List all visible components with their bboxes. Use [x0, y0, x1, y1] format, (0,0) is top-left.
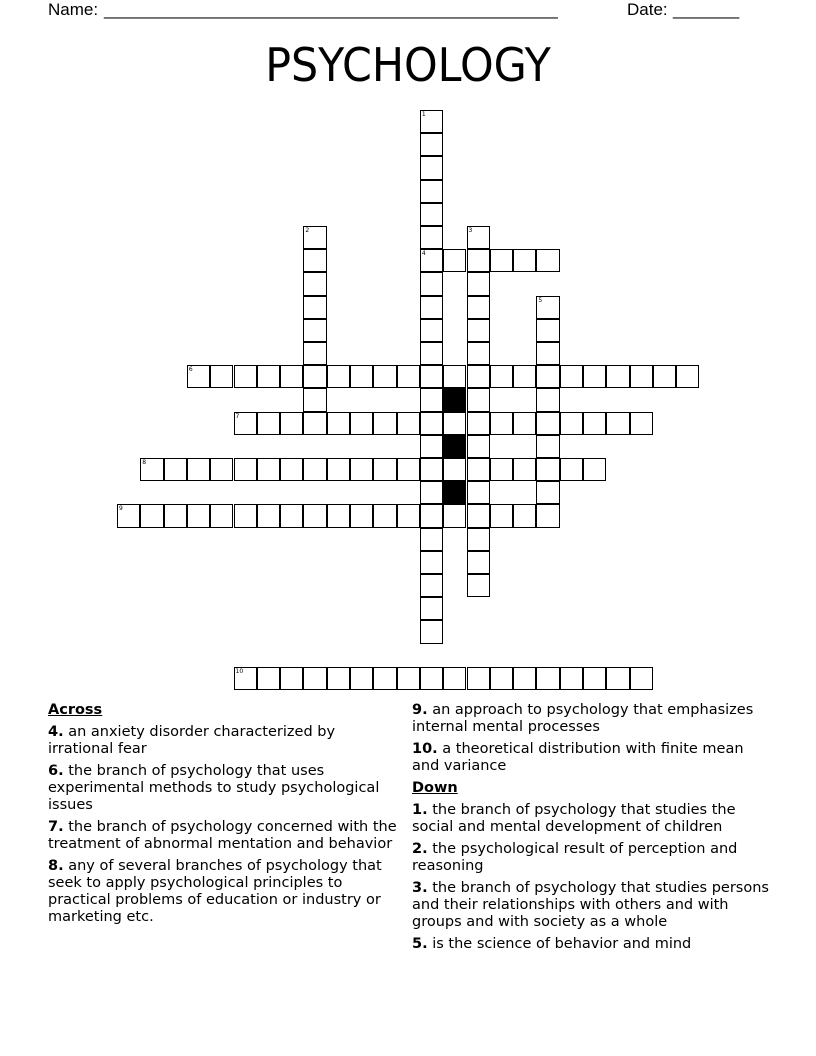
grid-cell[interactable]	[467, 365, 490, 388]
clue-number: 9	[119, 505, 123, 513]
grid-cell[interactable]	[513, 365, 536, 388]
clue-number: 8	[142, 459, 147, 466]
clues-column-right	[412, 702, 772, 958]
clue-across-4: 4. an anxiety disorder characterized by irrational fear	[48, 724, 336, 757]
grid-cell[interactable]	[187, 365, 210, 388]
clue-down-2: 2. the psychological result of perception and reasoning	[412, 841, 738, 874]
clue-number: 6	[188, 366, 193, 374]
grid-cell[interactable]	[536, 296, 559, 319]
black-cell	[443, 435, 466, 458]
grid-cell[interactable]	[560, 412, 583, 435]
grid-cell[interactable]	[536, 249, 559, 272]
grid-cell[interactable]	[467, 296, 490, 319]
grid-cell[interactable]	[327, 504, 350, 527]
grid-cell[interactable]	[443, 365, 466, 388]
grid-cell[interactable]	[536, 458, 559, 481]
down-heading: Down	[412, 780, 458, 796]
grid-cell[interactable]	[420, 156, 443, 179]
grid-cell[interactable]	[443, 458, 466, 481]
grid-cell[interactable]	[443, 249, 466, 272]
grid-cell[interactable]	[397, 504, 420, 527]
clue-across-7: 7. the branch of psychology concerned with the treatment of abnormal mentation and behavior	[48, 819, 397, 852]
grid-cell[interactable]	[583, 365, 606, 388]
grid-cell[interactable]	[606, 365, 629, 388]
grid-cell[interactable]	[397, 412, 420, 435]
grid-cell[interactable]	[140, 458, 163, 481]
date-label: Date:	[627, 0, 668, 19]
grid-cell[interactable]	[280, 458, 303, 481]
grid-cell[interactable]	[210, 504, 233, 527]
grid-cell[interactable]	[303, 388, 326, 411]
grid-cell[interactable]	[420, 342, 443, 365]
grid-cell[interactable]	[303, 319, 326, 342]
grid-cell[interactable]	[303, 504, 326, 527]
grid-cell[interactable]	[303, 458, 326, 481]
clues-column-left	[48, 702, 404, 931]
black-cell	[443, 481, 466, 504]
grid-cell[interactable]	[327, 667, 350, 690]
grid-cell[interactable]	[583, 412, 606, 435]
clue-down-1: 1. the branch of psychology that studies the social and mental development of children	[412, 802, 736, 835]
grid-cell[interactable]	[467, 226, 490, 249]
grid-cell[interactable]	[467, 342, 490, 365]
grid-cell[interactable]	[373, 412, 396, 435]
grid-cell[interactable]	[560, 667, 583, 690]
grid-cell[interactable]	[513, 249, 536, 272]
grid-cell[interactable]	[467, 319, 490, 342]
grid-cell[interactable]	[420, 319, 443, 342]
grid-cell[interactable]	[234, 667, 257, 690]
grid-cell[interactable]	[536, 412, 559, 435]
grid-cell[interactable]	[303, 272, 326, 295]
clue-across-9: 9. an approach to psychology that emphasizes internal mental processes	[412, 702, 754, 735]
grid-cell[interactable]	[257, 365, 280, 388]
grid-cell[interactable]	[536, 319, 559, 342]
grid-cell[interactable]	[467, 412, 490, 435]
grid-cell[interactable]	[420, 110, 443, 133]
grid-cell[interactable]	[490, 412, 513, 435]
grid-cell[interactable]	[676, 365, 699, 388]
grid-cell[interactable]	[117, 504, 140, 527]
grid-cell[interactable]	[187, 458, 210, 481]
grid-cell[interactable]	[420, 180, 443, 203]
clue-number: 10	[235, 667, 244, 675]
grid-cell[interactable]	[420, 249, 443, 272]
grid-cell[interactable]	[303, 249, 326, 272]
grid-cell[interactable]	[303, 296, 326, 319]
grid-cell[interactable]	[257, 412, 280, 435]
grid-cell[interactable]	[536, 388, 559, 411]
date-field[interactable]: _______	[673, 0, 740, 19]
grid-cell[interactable]	[350, 504, 373, 527]
grid-cell[interactable]	[467, 551, 490, 574]
grid-cell[interactable]	[420, 365, 443, 388]
grid-cell[interactable]	[536, 481, 559, 504]
grid-cell[interactable]	[490, 667, 513, 690]
grid-cell[interactable]	[303, 667, 326, 690]
grid-cell[interactable]	[467, 574, 490, 597]
grid-cell[interactable]	[303, 226, 326, 249]
grid-cell[interactable]	[397, 458, 420, 481]
grid-cell[interactable]	[350, 365, 373, 388]
grid-cell[interactable]	[630, 412, 653, 435]
grid-cell[interactable]	[513, 458, 536, 481]
grid-cell[interactable]	[397, 365, 420, 388]
clue-number: 7	[235, 412, 240, 420]
grid-cell[interactable]	[350, 412, 373, 435]
grid-cell[interactable]	[606, 412, 629, 435]
grid-cell[interactable]	[257, 504, 280, 527]
grid-cell[interactable]	[420, 458, 443, 481]
grid-cell[interactable]	[490, 458, 513, 481]
grid-cell[interactable]	[397, 667, 420, 690]
grid-cell[interactable]	[467, 458, 490, 481]
grid-cell[interactable]	[560, 365, 583, 388]
clue-number: 2	[305, 227, 310, 234]
page-title: PSYCHOLOGY	[265, 38, 551, 92]
clue-number: 4	[421, 250, 426, 258]
grid-cell[interactable]	[373, 667, 396, 690]
grid-cell[interactable]	[164, 504, 187, 527]
grid-cell[interactable]	[350, 458, 373, 481]
grid-cell[interactable]	[280, 667, 303, 690]
grid-cell[interactable]	[327, 365, 350, 388]
clue-across-6: 6. the branch of psychology that uses experimental methods to study psychological issues	[48, 763, 380, 813]
grid-cell[interactable]	[420, 528, 443, 551]
clue-number: 5	[538, 296, 543, 304]
grid-cell[interactable]	[373, 504, 396, 527]
grid-cell[interactable]	[467, 667, 490, 690]
grid-cell[interactable]	[513, 504, 536, 527]
grid-cell[interactable]	[420, 296, 443, 319]
grid-cell[interactable]	[420, 504, 443, 527]
grid-cell[interactable]	[303, 342, 326, 365]
grid-cell[interactable]	[443, 504, 466, 527]
grid-cell[interactable]	[140, 504, 163, 527]
name-field[interactable]: ________________________________________________	[104, 0, 558, 19]
grid-cell[interactable]	[630, 667, 653, 690]
grid-cell[interactable]	[373, 458, 396, 481]
grid-cell[interactable]	[350, 667, 373, 690]
grid-cell[interactable]	[467, 481, 490, 504]
grid-cell[interactable]	[630, 365, 653, 388]
grid-cell[interactable]	[560, 458, 583, 481]
grid-cell[interactable]	[420, 597, 443, 620]
grid-cell[interactable]	[490, 504, 513, 527]
grid-cell[interactable]	[420, 435, 443, 458]
grid-cell[interactable]	[420, 574, 443, 597]
grid-cell[interactable]	[303, 365, 326, 388]
grid-cell[interactable]	[653, 365, 676, 388]
grid-cell[interactable]	[536, 504, 559, 527]
grid-cell[interactable]	[536, 435, 559, 458]
grid-cell[interactable]	[536, 342, 559, 365]
grid-cell[interactable]	[234, 458, 257, 481]
clue-down-5: 5. is the science of behavior and mind	[412, 936, 692, 952]
grid-cell[interactable]	[536, 365, 559, 388]
grid-cell[interactable]	[420, 226, 443, 249]
clue-across-10: 10. a theoretical distribution with finite mean and variance	[412, 741, 744, 774]
grid-cell[interactable]	[234, 412, 257, 435]
grid-cell[interactable]	[303, 412, 326, 435]
grid-cell[interactable]	[443, 412, 466, 435]
grid-cell[interactable]	[467, 272, 490, 295]
grid-cell[interactable]	[257, 667, 280, 690]
grid-cell[interactable]	[467, 249, 490, 272]
grid-cell[interactable]	[467, 504, 490, 527]
grid-cell[interactable]	[420, 412, 443, 435]
grid-cell[interactable]	[490, 249, 513, 272]
clue-across-8: 8. any of several branches of psychology that seek to apply psychological principles to practical problems of education or industry or marketing etc.	[48, 858, 382, 925]
grid-cell[interactable]	[280, 504, 303, 527]
grid-cell[interactable]	[443, 667, 466, 690]
grid-cell[interactable]	[420, 620, 443, 643]
grid-cell[interactable]	[420, 481, 443, 504]
name-label: Name:	[48, 0, 99, 19]
grid-cell[interactable]	[420, 551, 443, 574]
grid-cell[interactable]	[280, 365, 303, 388]
grid-cell[interactable]	[210, 458, 233, 481]
grid-cell[interactable]	[257, 458, 280, 481]
grid-cell[interactable]	[420, 667, 443, 690]
grid-cell[interactable]	[420, 272, 443, 295]
clue-number: 1	[421, 111, 426, 118]
clue-number: 3	[468, 227, 473, 234]
grid-cell[interactable]	[234, 365, 257, 388]
grid-cell[interactable]	[280, 412, 303, 435]
black-cell	[443, 388, 466, 411]
clue-down-3: 3. the branch of psychology that studies persons and their relationships with others and with groups and with society as a whole	[412, 880, 769, 930]
grid-cell[interactable]	[210, 365, 233, 388]
grid-cell[interactable]	[513, 667, 536, 690]
grid-cell[interactable]	[420, 133, 443, 156]
across-heading: Across	[48, 702, 103, 718]
grid-cell[interactable]	[420, 203, 443, 226]
grid-cell[interactable]	[327, 412, 350, 435]
grid-cell[interactable]	[467, 528, 490, 551]
grid-cell[interactable]	[234, 504, 257, 527]
grid-cell[interactable]	[420, 388, 443, 411]
grid-cell[interactable]	[467, 435, 490, 458]
grid-cell[interactable]	[583, 458, 606, 481]
grid-cell[interactable]	[187, 504, 210, 527]
grid-cell[interactable]	[606, 667, 629, 690]
grid-cell[interactable]	[373, 365, 396, 388]
grid-cell[interactable]	[583, 667, 606, 690]
grid-cell[interactable]	[513, 412, 536, 435]
grid-cell[interactable]	[536, 667, 559, 690]
grid-cell[interactable]	[467, 388, 490, 411]
grid-cell[interactable]	[490, 365, 513, 388]
grid-cell[interactable]	[164, 458, 187, 481]
grid-cell[interactable]	[327, 458, 350, 481]
